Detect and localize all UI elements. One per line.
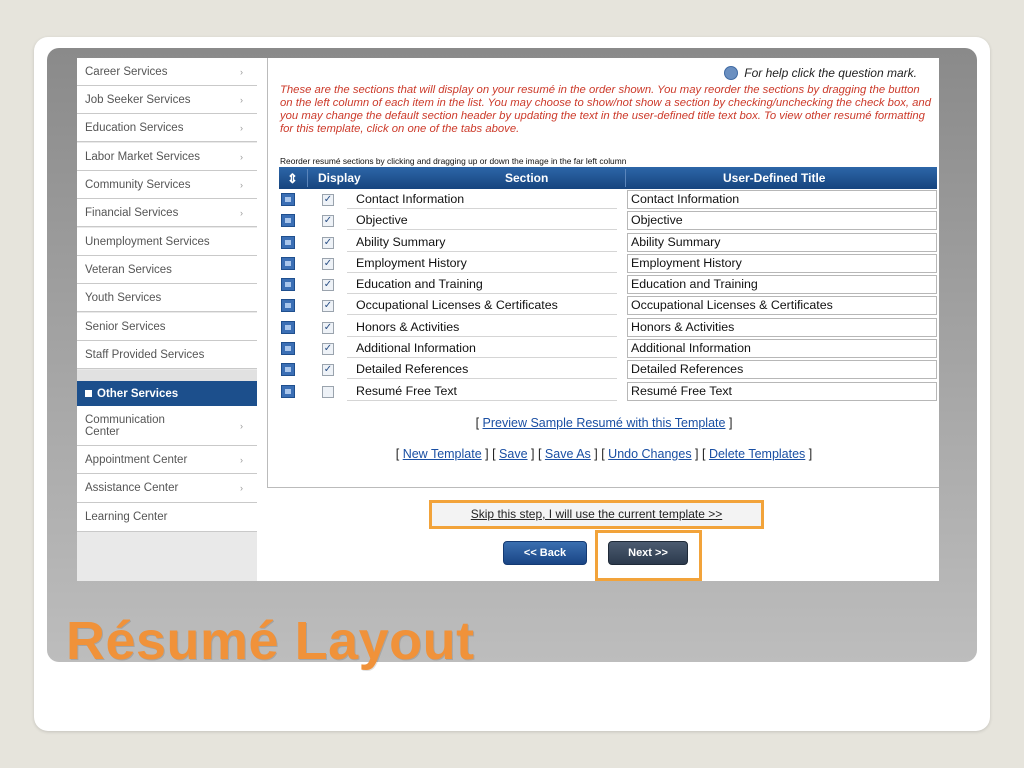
- question-mark-icon[interactable]: [724, 66, 738, 80]
- display-checkbox[interactable]: [322, 386, 334, 398]
- sidebar-item[interactable]: [77, 313, 257, 341]
- sidebar-item-label: Community Services: [85, 178, 191, 191]
- skip-step-link[interactable]: Skip this step, I will use the current template >>: [470, 507, 723, 521]
- sidebar-item[interactable]: [77, 114, 257, 142]
- user-defined-title-input[interactable]: Honors & Activities: [627, 318, 937, 337]
- bracket-close: ]: [725, 416, 733, 430]
- sidebar-item-label: Communication Center: [85, 413, 165, 438]
- table-row: [279, 359, 937, 380]
- display-checkbox[interactable]: ✓: [323, 236, 333, 248]
- user-defined-title-input[interactable]: Occupational Licenses & Certificates: [627, 296, 937, 315]
- template-action-link[interactable]: New Template: [402, 447, 482, 461]
- user-defined-title-input[interactable]: Employment History: [627, 254, 937, 273]
- display-checkbox[interactable]: ✓: [323, 343, 333, 355]
- drag-handle-icon[interactable]: [281, 278, 295, 291]
- display-checkbox[interactable]: ✓: [323, 215, 333, 227]
- sidebar-gap: [77, 370, 257, 381]
- table-row: [279, 381, 937, 402]
- header-divider: [307, 169, 308, 187]
- sidebar-item-label: Learning Center: [85, 511, 168, 523]
- section-name: Employment History: [347, 254, 617, 273]
- chevron-right-icon: ›: [240, 207, 243, 218]
- user-defined-title-input[interactable]: Resumé Free Text: [627, 382, 937, 401]
- bracket-close: ]: [805, 447, 813, 461]
- template-action-link[interactable]: Save As: [544, 447, 591, 461]
- chevron-right-icon: ›: [240, 454, 243, 465]
- display-column-header: Display: [318, 171, 361, 185]
- header-divider: [625, 169, 626, 187]
- sidebar-item-label: Unemployment Services: [85, 235, 210, 248]
- table-body: [279, 189, 937, 402]
- next-button[interactable]: Next >>: [608, 541, 688, 565]
- sidebar-item-label: Veteran Services: [85, 263, 172, 276]
- bracket-close: ]: [691, 447, 699, 461]
- display-checkbox[interactable]: ✓: [323, 194, 333, 205]
- bracket-close: ]: [481, 447, 489, 461]
- sidebar-item[interactable]: [77, 199, 257, 227]
- table-row: [279, 232, 937, 253]
- section-name: Contact Information: [347, 190, 617, 209]
- main-content: [267, 58, 939, 488]
- drag-handle-icon[interactable]: [281, 236, 295, 249]
- sidebar-other-item[interactable]: [77, 503, 257, 532]
- sidebar-item[interactable]: [77, 256, 257, 284]
- help-text: [724, 66, 917, 80]
- drag-handle-icon[interactable]: [281, 299, 295, 312]
- section-column-header: Section: [505, 171, 549, 185]
- display-checkbox[interactable]: ✓: [323, 257, 333, 269]
- bracket-close: ]: [590, 447, 598, 461]
- chevron-right-icon: ›: [240, 94, 243, 105]
- section-name: Honors & Activities: [347, 318, 617, 337]
- back-button[interactable]: << Back: [503, 541, 587, 565]
- chevron-right-icon: ›: [240, 179, 243, 190]
- chevron-right-icon: ›: [240, 420, 243, 431]
- sidebar-item[interactable]: [77, 228, 257, 256]
- template-actions: [268, 447, 939, 461]
- section-name: Education and Training: [347, 275, 617, 294]
- bracket-open: [: [488, 447, 500, 461]
- sidebar-item-label: Youth Services: [85, 291, 162, 304]
- display-checkbox[interactable]: ✓: [323, 321, 333, 333]
- user-defined-title-input[interactable]: Additional Information: [627, 339, 937, 358]
- sidebar-item-label: Assistance Center: [85, 482, 179, 494]
- sidebar-item-label: Job Seeker Services: [85, 93, 191, 106]
- drag-handle-icon[interactable]: [281, 342, 295, 355]
- template-action-link[interactable]: Delete Templates: [708, 447, 806, 461]
- resume-sections-table: [279, 167, 937, 402]
- help-label: For help click the question mark.: [744, 66, 917, 80]
- chevron-right-icon: ›: [240, 151, 243, 162]
- sidebar-item-label: Labor Market Services: [85, 150, 201, 163]
- sidebar-other-item[interactable]: [77, 474, 257, 503]
- sidebar-item[interactable]: [77, 143, 257, 171]
- bracket-open: [: [475, 416, 483, 430]
- section-name: Occupational Licenses & Certificates: [347, 296, 617, 315]
- bracket-open: [: [597, 447, 609, 461]
- sidebar-other-services-header[interactable]: [77, 381, 257, 406]
- table-row: [279, 317, 937, 338]
- section-name: Objective: [347, 211, 617, 230]
- sidebar-item-label: Staff Provided Services: [85, 348, 205, 361]
- sidebar-item-label: Education Services: [85, 121, 184, 134]
- template-action-link[interactable]: Undo Changes: [608, 447, 692, 461]
- skip-step-highlight: [429, 500, 764, 529]
- sidebar-nav: [77, 58, 257, 581]
- drag-handle-icon[interactable]: [281, 214, 295, 227]
- drag-handle-icon[interactable]: [281, 257, 295, 270]
- display-checkbox[interactable]: ✓: [323, 364, 333, 376]
- template-action-link[interactable]: Save: [499, 447, 528, 461]
- sidebar-other-item[interactable]: [77, 406, 257, 446]
- table-header: [279, 167, 937, 189]
- user-title-column-header: User-Defined Title: [723, 171, 826, 185]
- drag-handle-icon[interactable]: [281, 363, 295, 376]
- sidebar-item-label: Senior Services: [85, 320, 166, 333]
- drag-handle-icon[interactable]: [281, 193, 295, 206]
- bracket-open: [: [534, 447, 545, 461]
- chevron-right-icon: ›: [240, 122, 243, 133]
- user-defined-title-input[interactable]: Detailed References: [627, 360, 937, 379]
- sidebar-other-services-label: Other Services: [97, 387, 179, 400]
- sidebar-item[interactable]: [77, 284, 257, 312]
- section-name: Additional Information: [347, 339, 617, 358]
- slide-title: Résumé Layout: [66, 611, 475, 671]
- display-checkbox[interactable]: ✓: [323, 279, 333, 291]
- user-defined-title-input[interactable]: Contact Information: [627, 190, 937, 209]
- website-screenshot: [77, 58, 939, 581]
- sidebar-other-item[interactable]: [77, 446, 257, 474]
- bracket-close: ]: [527, 447, 535, 461]
- preview-line: [268, 416, 939, 430]
- section-name: Detailed References: [347, 360, 617, 379]
- sidebar-item[interactable]: [77, 86, 257, 114]
- table-row: [279, 338, 937, 359]
- reorder-note: Reorder resumé sections by clicking and dragging up or down the image in the far left column: [280, 156, 627, 166]
- chevron-right-icon: ›: [240, 483, 243, 493]
- user-defined-title-input[interactable]: Objective: [627, 211, 937, 230]
- user-defined-title-input[interactable]: Education and Training: [627, 275, 937, 294]
- chevron-right-icon: ›: [240, 66, 243, 77]
- display-checkbox[interactable]: ✓: [323, 300, 333, 312]
- square-bullet-icon: [85, 390, 92, 397]
- table-row: [279, 295, 937, 316]
- drag-handle-icon[interactable]: [281, 385, 295, 398]
- bracket-open: [: [395, 447, 403, 461]
- drag-handle-icon[interactable]: [281, 321, 295, 334]
- section-name: Ability Summary: [347, 233, 617, 252]
- reorder-handle-header-icon: ⇕: [287, 171, 298, 186]
- table-row: [279, 253, 937, 274]
- bracket-open: [: [698, 447, 709, 461]
- user-defined-title-input[interactable]: Ability Summary: [627, 233, 937, 252]
- sidebar-item[interactable]: [77, 341, 257, 369]
- table-row: [279, 274, 937, 295]
- sidebar-item-label: Financial Services: [85, 206, 179, 219]
- table-row: [279, 189, 937, 210]
- table-row: [279, 210, 937, 231]
- section-name: Resumé Free Text: [347, 382, 617, 401]
- preview-sample-link[interactable]: Preview Sample Resumé with this Template: [482, 416, 726, 430]
- sidebar-item[interactable]: [77, 58, 257, 86]
- sidebar-item[interactable]: [77, 171, 257, 199]
- instructions-text: These are the sections that will display on your resumé in the order shown. You may reorder the sections by dragging the button on the left column of each item in the list. You may choose to show/not show a section by checking/unchecking the check box, and you may change the default section header by updating the text in the user-defined title text box. To view other resumé formatting for this template, click on one of the tabs above.: [280, 84, 931, 135]
- sidebar-item-label: Career Services: [85, 65, 168, 78]
- sidebar-item-label: Appointment Center: [85, 453, 188, 466]
